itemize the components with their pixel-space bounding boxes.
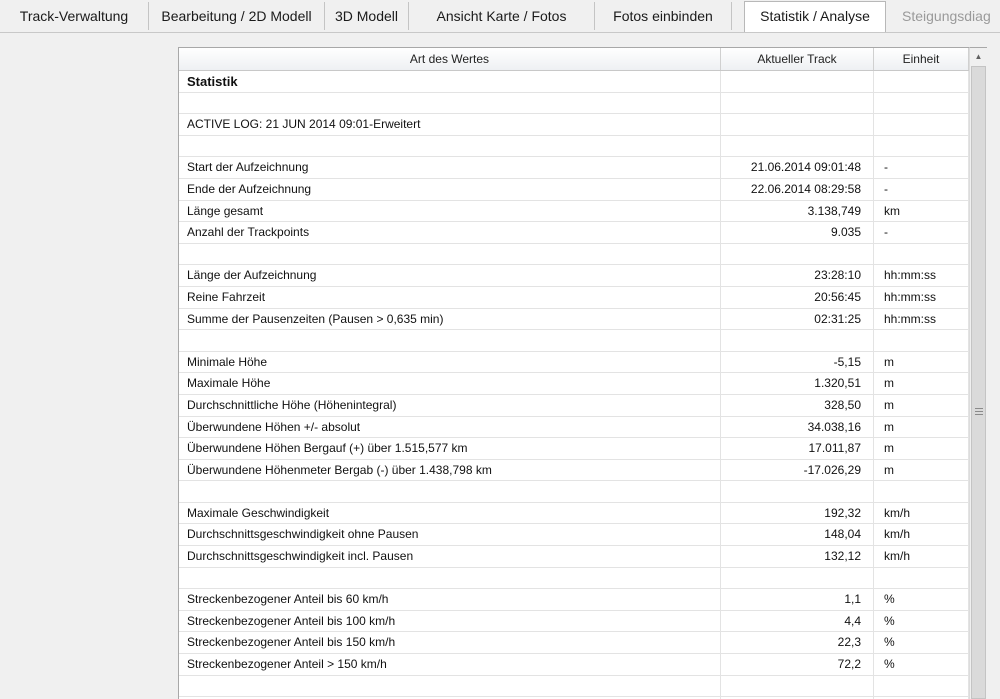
row-unit: m (874, 395, 969, 416)
row-unit: % (874, 654, 969, 675)
table-row[interactable] (179, 417, 969, 439)
row-unit (874, 114, 969, 135)
table-row[interactable] (179, 71, 969, 93)
scroll-thumb[interactable] (971, 66, 986, 699)
row-value: 3.138,749 (721, 201, 874, 222)
row-unit: km/h (874, 524, 969, 545)
row-value: 132,12 (721, 546, 874, 567)
table-row[interactable] (179, 201, 969, 223)
table-row[interactable] (179, 309, 969, 331)
row-label: Durchschnittliche Höhe (Höhenintegral) (179, 395, 721, 416)
grid-rows (179, 71, 969, 699)
row-label: Streckenbezogener Anteil bis 60 km/h (179, 589, 721, 610)
row-label: Überwundene Höhenmeter Bergab (-) über 1.438,798 km (179, 460, 721, 481)
row-label (179, 676, 721, 697)
row-value: 1,1 (721, 589, 874, 610)
table-row[interactable] (179, 287, 969, 309)
row-unit: % (874, 589, 969, 610)
row-value: 9.035 (721, 222, 874, 243)
table-row[interactable] (179, 373, 969, 395)
grip-icon (975, 408, 983, 416)
row-unit (874, 136, 969, 157)
row-value: 192,32 (721, 503, 874, 524)
table-row[interactable] (179, 524, 969, 546)
table-row[interactable] (179, 93, 969, 115)
table-row[interactable] (179, 244, 969, 266)
table-row[interactable] (179, 157, 969, 179)
table-row[interactable] (179, 460, 969, 482)
row-unit (874, 330, 969, 351)
row-unit: km/h (874, 503, 969, 524)
row-value (721, 136, 874, 157)
row-value (721, 244, 874, 265)
table-row[interactable] (179, 222, 969, 244)
row-unit (874, 244, 969, 265)
row-value: -5,15 (721, 352, 874, 373)
row-value: -17.026,29 (721, 460, 874, 481)
row-unit: hh:mm:ss (874, 265, 969, 286)
row-label (179, 568, 721, 589)
table-row[interactable] (179, 265, 969, 287)
row-unit: m (874, 417, 969, 438)
row-label (179, 330, 721, 351)
row-value (721, 114, 874, 135)
row-label: Statistik (179, 71, 721, 92)
row-label (179, 481, 721, 502)
row-label: Durchschnittsgeschwindigkeit ohne Pausen (179, 524, 721, 545)
tab-bearbeitung-2d-modell[interactable]: Bearbeitung / 2D Modell (149, 2, 325, 30)
row-label: Durchschnittsgeschwindigkeit incl. Pausen (179, 546, 721, 567)
row-unit: m (874, 373, 969, 394)
row-value (721, 330, 874, 351)
row-value: 20:56:45 (721, 287, 874, 308)
table-row[interactable] (179, 352, 969, 374)
row-label: Streckenbezogener Anteil bis 150 km/h (179, 632, 721, 653)
row-unit (874, 676, 969, 697)
row-unit (874, 568, 969, 589)
row-unit: km/h (874, 546, 969, 567)
row-value: 22.06.2014 08:29:58 (721, 179, 874, 200)
column-header-current-track[interactable]: Aktueller Track (721, 48, 874, 70)
row-label (179, 244, 721, 265)
tab-statistik-analyse[interactable]: Statistik / Analyse (744, 1, 886, 33)
row-value: 328,50 (721, 395, 874, 416)
row-value: 148,04 (721, 524, 874, 545)
row-label: Ende der Aufzeichnung (179, 179, 721, 200)
row-value: 22,3 (721, 632, 874, 653)
row-unit (874, 93, 969, 114)
row-value: 17.011,87 (721, 438, 874, 459)
row-label: Streckenbezogener Anteil > 150 km/h (179, 654, 721, 675)
row-unit: m (874, 460, 969, 481)
row-unit: m (874, 438, 969, 459)
table-row[interactable] (179, 481, 969, 503)
row-label: Anzahl der Trackpoints (179, 222, 721, 243)
tab-fotos-einbinden[interactable]: Fotos einbinden (595, 2, 732, 30)
statistics-grid (178, 47, 970, 699)
table-row[interactable] (179, 136, 969, 158)
table-row[interactable] (179, 503, 969, 525)
table-row[interactable] (179, 654, 969, 676)
table-row[interactable] (179, 589, 969, 611)
row-value: 72,2 (721, 654, 874, 675)
table-row[interactable] (179, 676, 969, 698)
row-unit (874, 481, 969, 502)
row-unit: % (874, 611, 969, 632)
row-label: Summe der Pausenzeiten (Pausen > 0,635 min) (179, 309, 721, 330)
row-label: Reine Fahrzeit (179, 287, 721, 308)
row-unit: - (874, 179, 969, 200)
row-value (721, 568, 874, 589)
row-label: Länge der Aufzeichnung (179, 265, 721, 286)
row-value (721, 676, 874, 697)
row-unit: hh:mm:ss (874, 287, 969, 308)
row-unit: m (874, 352, 969, 373)
row-label (179, 93, 721, 114)
row-value (721, 481, 874, 502)
row-label: Minimale Höhe (179, 352, 721, 373)
row-label: Maximale Höhe (179, 373, 721, 394)
row-label: Überwundene Höhen Bergauf (+) über 1.515,577 km (179, 438, 721, 459)
main-tab-bar (0, 0, 1000, 33)
table-row[interactable] (179, 114, 969, 136)
row-unit: hh:mm:ss (874, 309, 969, 330)
table-row[interactable] (179, 330, 969, 352)
row-value (721, 71, 874, 92)
row-value: 34.038,16 (721, 417, 874, 438)
tab-3d-modell[interactable]: 3D Modell (325, 2, 409, 30)
grid-header (179, 48, 969, 71)
tab-ansicht-karte-fotos[interactable]: Ansicht Karte / Fotos (409, 2, 595, 30)
row-unit: km (874, 201, 969, 222)
table-row[interactable] (179, 611, 969, 633)
row-unit: - (874, 157, 969, 178)
row-unit: % (874, 632, 969, 653)
row-value (721, 93, 874, 114)
table-row[interactable] (179, 632, 969, 654)
tab-track-verwaltung[interactable]: Track-Verwaltung (0, 2, 149, 30)
table-row[interactable] (179, 568, 969, 590)
row-unit: - (874, 222, 969, 243)
row-label: Maximale Geschwindigkeit (179, 503, 721, 524)
row-value: 4,4 (721, 611, 874, 632)
row-value: 02:31:25 (721, 309, 874, 330)
vertical-scrollbar[interactable] (969, 47, 987, 699)
column-header-type[interactable]: Art des Wertes (179, 48, 721, 70)
row-label: Streckenbezogener Anteil bis 100 km/h (179, 611, 721, 632)
table-row[interactable] (179, 546, 969, 568)
row-value: 23:28:10 (721, 265, 874, 286)
tab-steigungsdiag: Steigungsdiag (902, 8, 991, 24)
row-label: Überwundene Höhen +/- absolut (179, 417, 721, 438)
row-value: 1.320,51 (721, 373, 874, 394)
row-label (179, 136, 721, 157)
table-row[interactable] (179, 179, 969, 201)
row-label: ACTIVE LOG: 21 JUN 2014 09:01-Erweitert (179, 114, 721, 135)
column-header-unit[interactable]: Einheit (874, 48, 969, 70)
row-unit (874, 71, 969, 92)
row-label: Start der Aufzeichnung (179, 157, 721, 178)
table-row[interactable] (179, 438, 969, 460)
scroll-up-icon[interactable]: ▲ (974, 52, 983, 61)
row-label: Länge gesamt (179, 201, 721, 222)
table-row[interactable] (179, 395, 969, 417)
row-value: 21.06.2014 09:01:48 (721, 157, 874, 178)
